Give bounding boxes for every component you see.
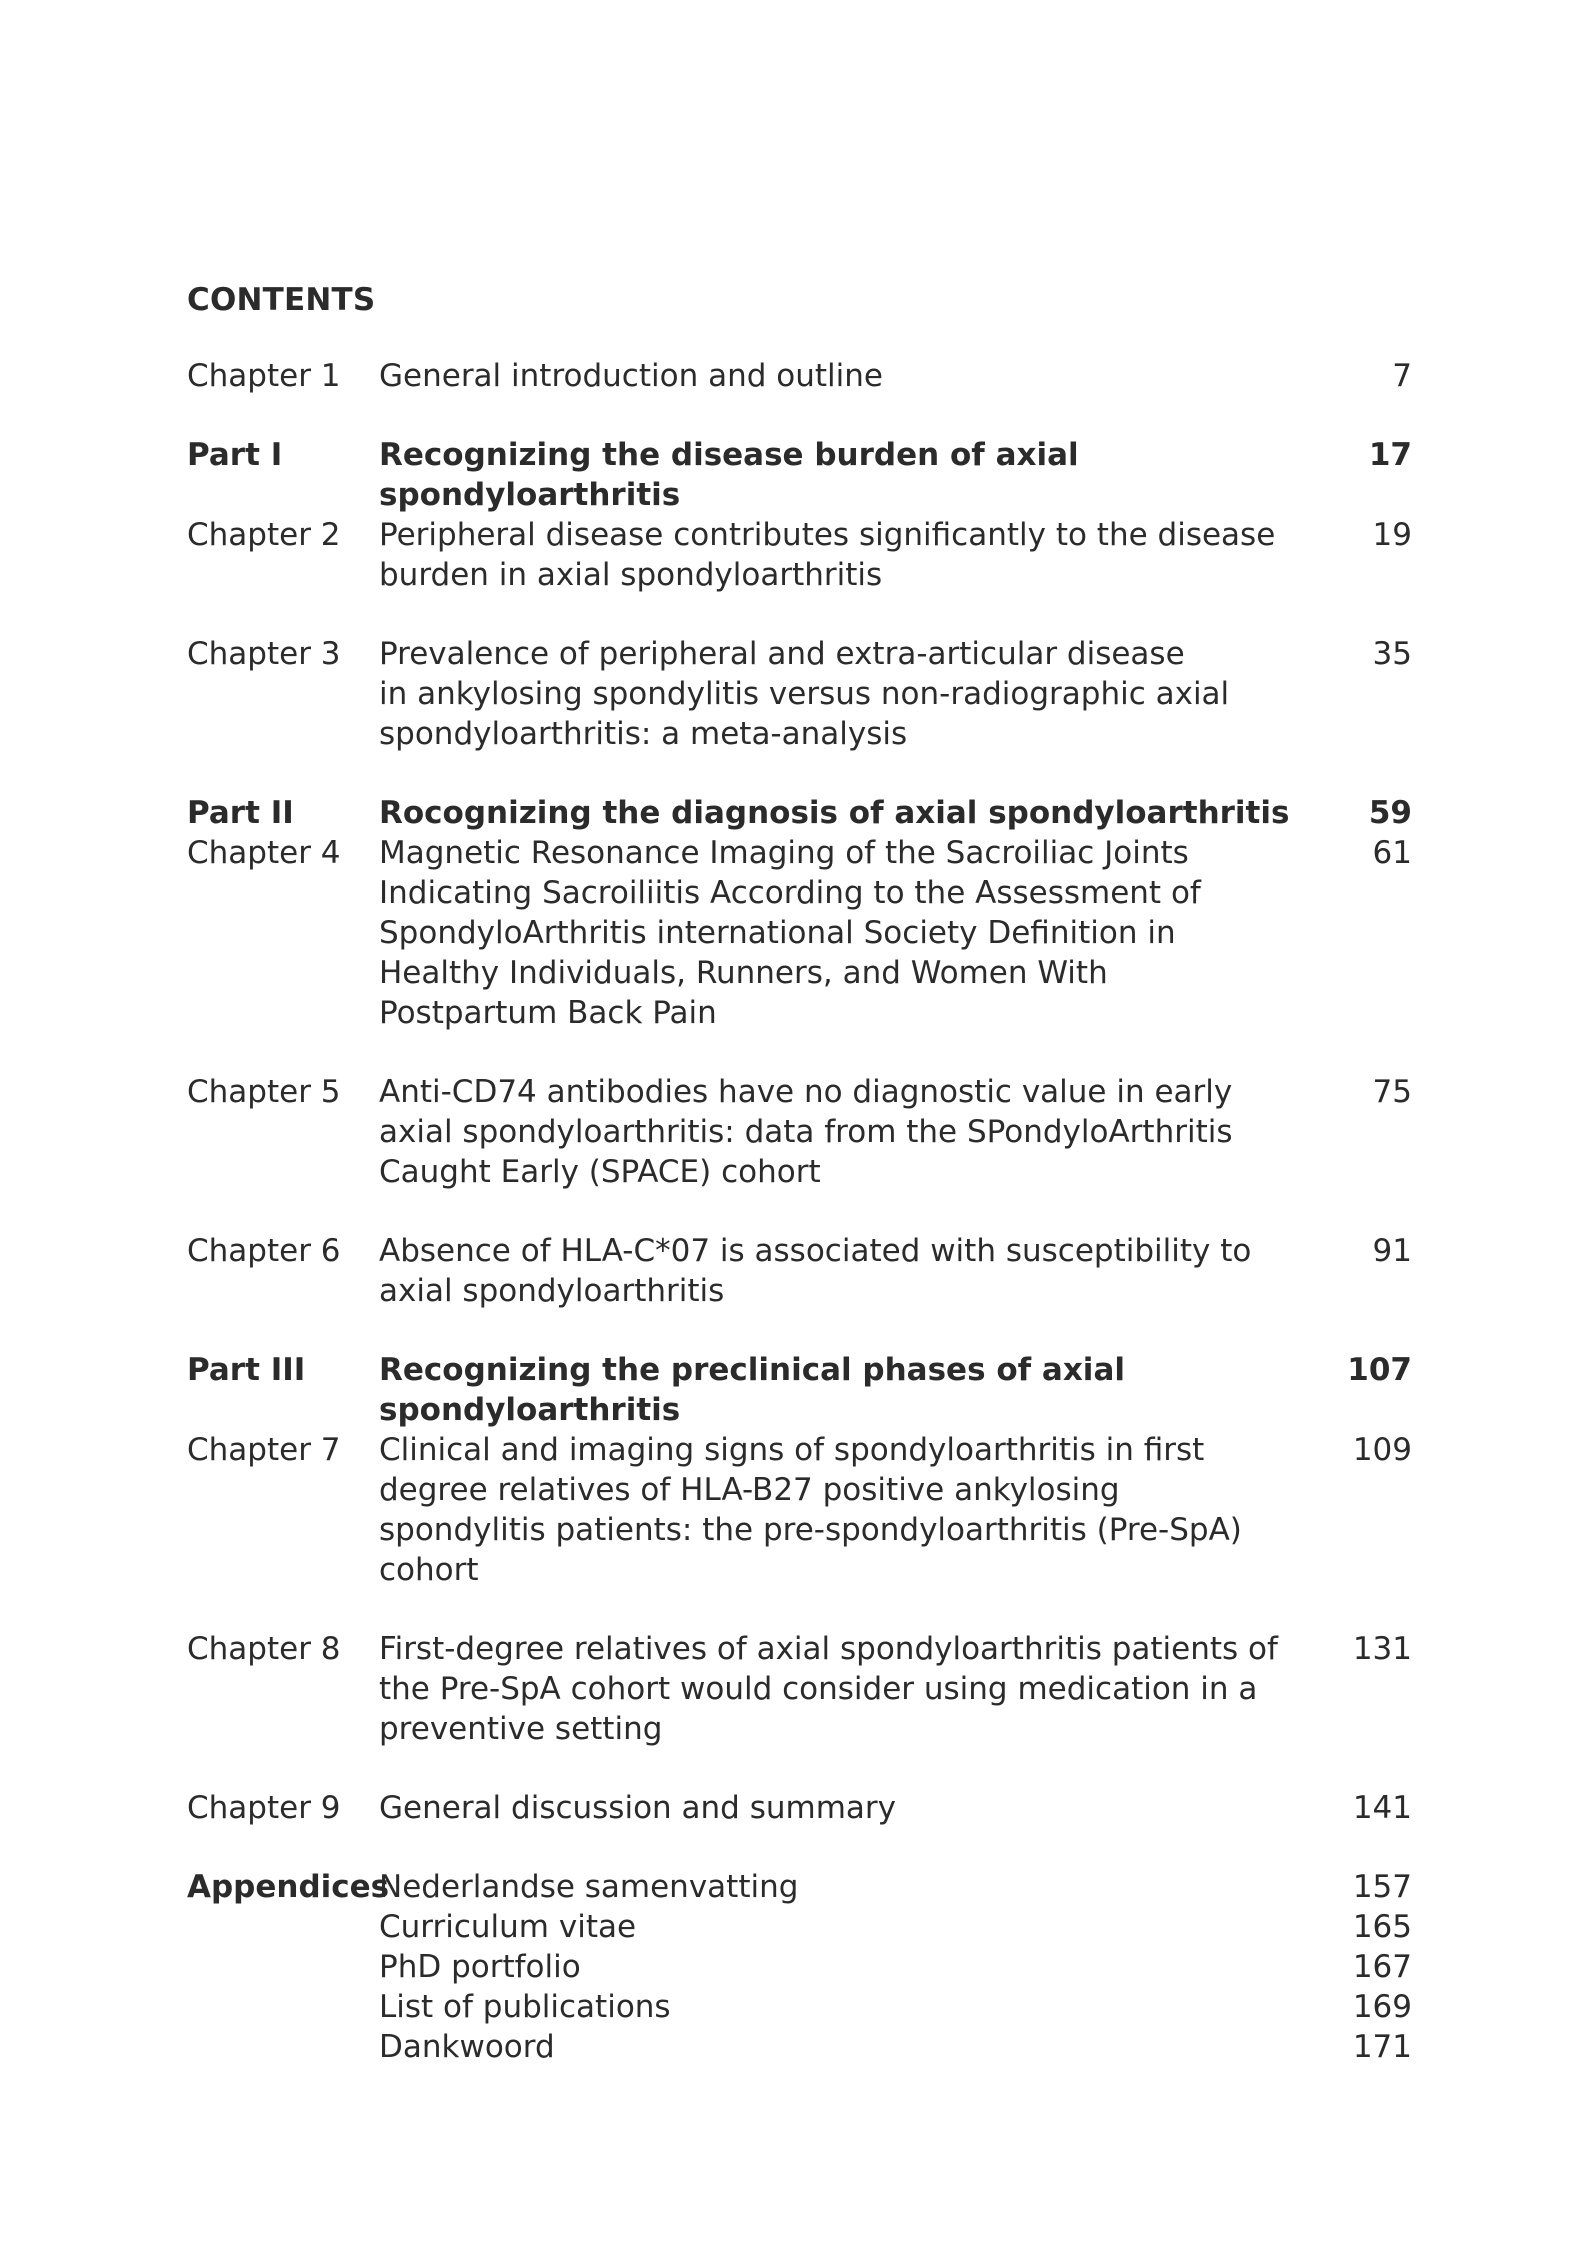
toc-entry-label	[187, 1987, 379, 2027]
toc-entry-title-line: Recognizing the disease burden of axial spondyloarthritis	[379, 437, 1079, 513]
toc-entry	[187, 356, 1412, 396]
toc-entry-page-number: 107	[1347, 1352, 1412, 1388]
toc-entry-title-line: Anti-CD74 antibodies have no diagnostic value in early	[379, 1074, 1233, 1110]
toc-entry-title-line: Curriculum vitae	[379, 1909, 637, 1945]
table-of-contents	[187, 280, 1412, 2067]
toc-entry-title	[379, 356, 1312, 396]
toc-entry-label: Chapter 8	[187, 1631, 341, 1667]
toc-entry	[187, 833, 1412, 1033]
toc-entry-title	[379, 1907, 1312, 1947]
toc-entry	[187, 1231, 1412, 1311]
toc-entry	[187, 1072, 1412, 1192]
toc-entry-label: Chapter 2	[187, 517, 341, 553]
toc-entry	[187, 435, 1412, 515]
toc-entry-label	[187, 1907, 379, 1947]
toc-entry	[187, 1987, 1412, 2027]
toc-entry-page-number: 35	[1372, 636, 1412, 672]
toc-entry	[187, 1350, 1412, 1430]
toc-entry-title	[379, 634, 1312, 754]
toc-entry-title-line: degree relatives of HLA-B27 positive ankylosing	[379, 1472, 1120, 1508]
toc-entry-title-line: General discussion and summary	[379, 1790, 896, 1826]
toc-entry-title	[379, 515, 1312, 595]
toc-entry-title	[379, 1867, 1312, 1907]
toc-spacer	[187, 1828, 1412, 1867]
toc-entry-page-number: 17	[1368, 437, 1412, 473]
toc-entry-title-line: burden in axial spondyloarthritis	[379, 557, 883, 593]
toc-entry-title	[379, 1788, 1312, 1828]
toc-entry-title-line: Healthy Individuals, Runners, and Women With	[379, 955, 1108, 991]
toc-entry-label	[187, 2027, 379, 2067]
toc-entry-page-number: 169	[1352, 1989, 1412, 2025]
toc-entry	[187, 2027, 1412, 2067]
toc-entry-label: Chapter 4	[187, 835, 341, 871]
toc-entry-title	[379, 1947, 1312, 1987]
toc-entry-title-line: preventive setting	[379, 1711, 663, 1747]
contents-heading: CONTENTS	[187, 282, 376, 318]
toc-entry	[187, 1867, 1412, 1907]
toc-entry-title-line: Magnetic Resonance Imaging of the Sacroiliac Joints	[379, 835, 1189, 871]
toc-entry-page-number: 167	[1352, 1949, 1412, 1985]
toc-list	[187, 356, 1412, 2067]
toc-entry	[187, 1947, 1412, 1987]
toc-entry-label: Chapter 3	[187, 636, 341, 672]
toc-entry-title-line: Caught Early (SPACE) cohort	[379, 1154, 821, 1190]
toc-entry-label: Chapter 9	[187, 1790, 341, 1826]
toc-entry-title-line: Rocognizing the diagnosis of axial spondyloarthritis	[379, 795, 1290, 831]
toc-entry-title	[379, 1629, 1312, 1749]
toc-entry-title	[379, 1430, 1312, 1590]
toc-entry-page-number: 109	[1352, 1432, 1412, 1468]
toc-entry-page-number: 59	[1368, 795, 1412, 831]
toc-spacer	[187, 1192, 1412, 1231]
toc-entry-title	[379, 833, 1312, 1033]
toc-entry-label: Appendices	[187, 1869, 390, 1905]
toc-entry-title	[379, 435, 1312, 515]
toc-entry	[187, 1907, 1412, 1947]
toc-entry-title-line: Prevalence of peripheral and extra-articular disease	[379, 636, 1185, 672]
toc-entry-title-line: the Pre-SpA cohort would consider using medication in a	[379, 1671, 1258, 1707]
toc-entry-title	[379, 1231, 1312, 1311]
toc-entry-title-line: Nederlandse samenvatting	[379, 1869, 799, 1905]
toc-entry-page-number: 141	[1352, 1790, 1412, 1826]
toc-entry-title-line: spondyloarthritis: a meta-analysis	[379, 716, 908, 752]
toc-entry	[187, 634, 1412, 754]
toc-entry-title	[379, 1987, 1312, 2027]
toc-entry-title-line: SpondyloArthritis international Society Definition in	[379, 915, 1176, 951]
toc-entry-title-line: axial spondyloarthritis	[379, 1273, 725, 1309]
toc-entry-page-number: 91	[1372, 1233, 1412, 1269]
toc-entry-page-number: 75	[1372, 1074, 1412, 1110]
toc-entry-title-line: axial spondyloarthritis: data from the SPondyloArthritis	[379, 1114, 1233, 1150]
toc-entry-title-line: Clinical and imaging signs of spondyloarthritis in first	[379, 1432, 1205, 1468]
toc-entry-page-number: 131	[1352, 1631, 1412, 1667]
toc-entry-label: Chapter 7	[187, 1432, 341, 1468]
toc-entry-title-line: in ankylosing spondylitis versus non-radiographic axial	[379, 676, 1230, 712]
toc-entry-title	[379, 1072, 1312, 1192]
toc-entry-label	[187, 1947, 379, 1987]
toc-entry-title-line: Dankwoord	[379, 2029, 555, 2065]
toc-entry-title-line: PhD portfolio	[379, 1949, 581, 1985]
toc-entry-label: Part II	[187, 795, 294, 831]
toc-entry-title-line: Indicating Sacroiliitis According to the Assessment of	[379, 875, 1201, 911]
toc-entry-title-line: Recognizing the preclinical phases of axial spondyloarthritis	[379, 1352, 1125, 1428]
toc-entry	[187, 515, 1412, 595]
toc-entry-label: Part I	[187, 437, 283, 473]
toc-spacer	[187, 1311, 1412, 1350]
toc-entry-page-number: 157	[1352, 1869, 1412, 1905]
toc-entry	[187, 1629, 1412, 1749]
toc-entry-page-number: 171	[1352, 2029, 1412, 2065]
toc-entry-page-number: 165	[1352, 1909, 1412, 1945]
toc-entry-title-line: Absence of HLA-C*07 is associated with susceptibility to	[379, 1233, 1252, 1269]
toc-spacer	[187, 595, 1412, 634]
toc-entry-title	[379, 793, 1312, 833]
toc-entry	[187, 1430, 1412, 1590]
toc-spacer	[187, 1590, 1412, 1629]
toc-entry	[187, 1788, 1412, 1828]
toc-entry-title-line: Postpartum Back Pain	[379, 995, 717, 1031]
toc-entry-title-line: First-degree relatives of axial spondyloarthritis patients of	[379, 1631, 1278, 1667]
toc-entry-page-number: 7	[1392, 358, 1412, 394]
toc-entry-title-line: cohort	[379, 1552, 479, 1588]
toc-spacer	[187, 1033, 1412, 1072]
toc-entry-label: Chapter 1	[187, 358, 341, 394]
toc-entry-title-line: Peripheral disease contributes significantly to the disease	[379, 517, 1276, 553]
toc-entry-label: Chapter 6	[187, 1233, 341, 1269]
toc-entry-title	[379, 2027, 1312, 2067]
toc-entry-page-number: 19	[1372, 517, 1412, 553]
toc-entry-label: Chapter 5	[187, 1074, 341, 1110]
toc-entry-page-number: 61	[1372, 835, 1412, 871]
toc-spacer	[187, 754, 1412, 793]
toc-entry-title-line: General introduction and outline	[379, 358, 883, 394]
toc-entry-title-line: spondylitis patients: the pre-spondyloarthritis (Pre-SpA)	[379, 1512, 1242, 1548]
toc-spacer	[187, 1749, 1412, 1788]
toc-entry-title	[379, 1350, 1312, 1430]
toc-entry-label: Part III	[187, 1352, 306, 1388]
toc-entry-title-line: List of publications	[379, 1989, 671, 2025]
toc-spacer	[187, 396, 1412, 435]
toc-entry	[187, 793, 1412, 833]
